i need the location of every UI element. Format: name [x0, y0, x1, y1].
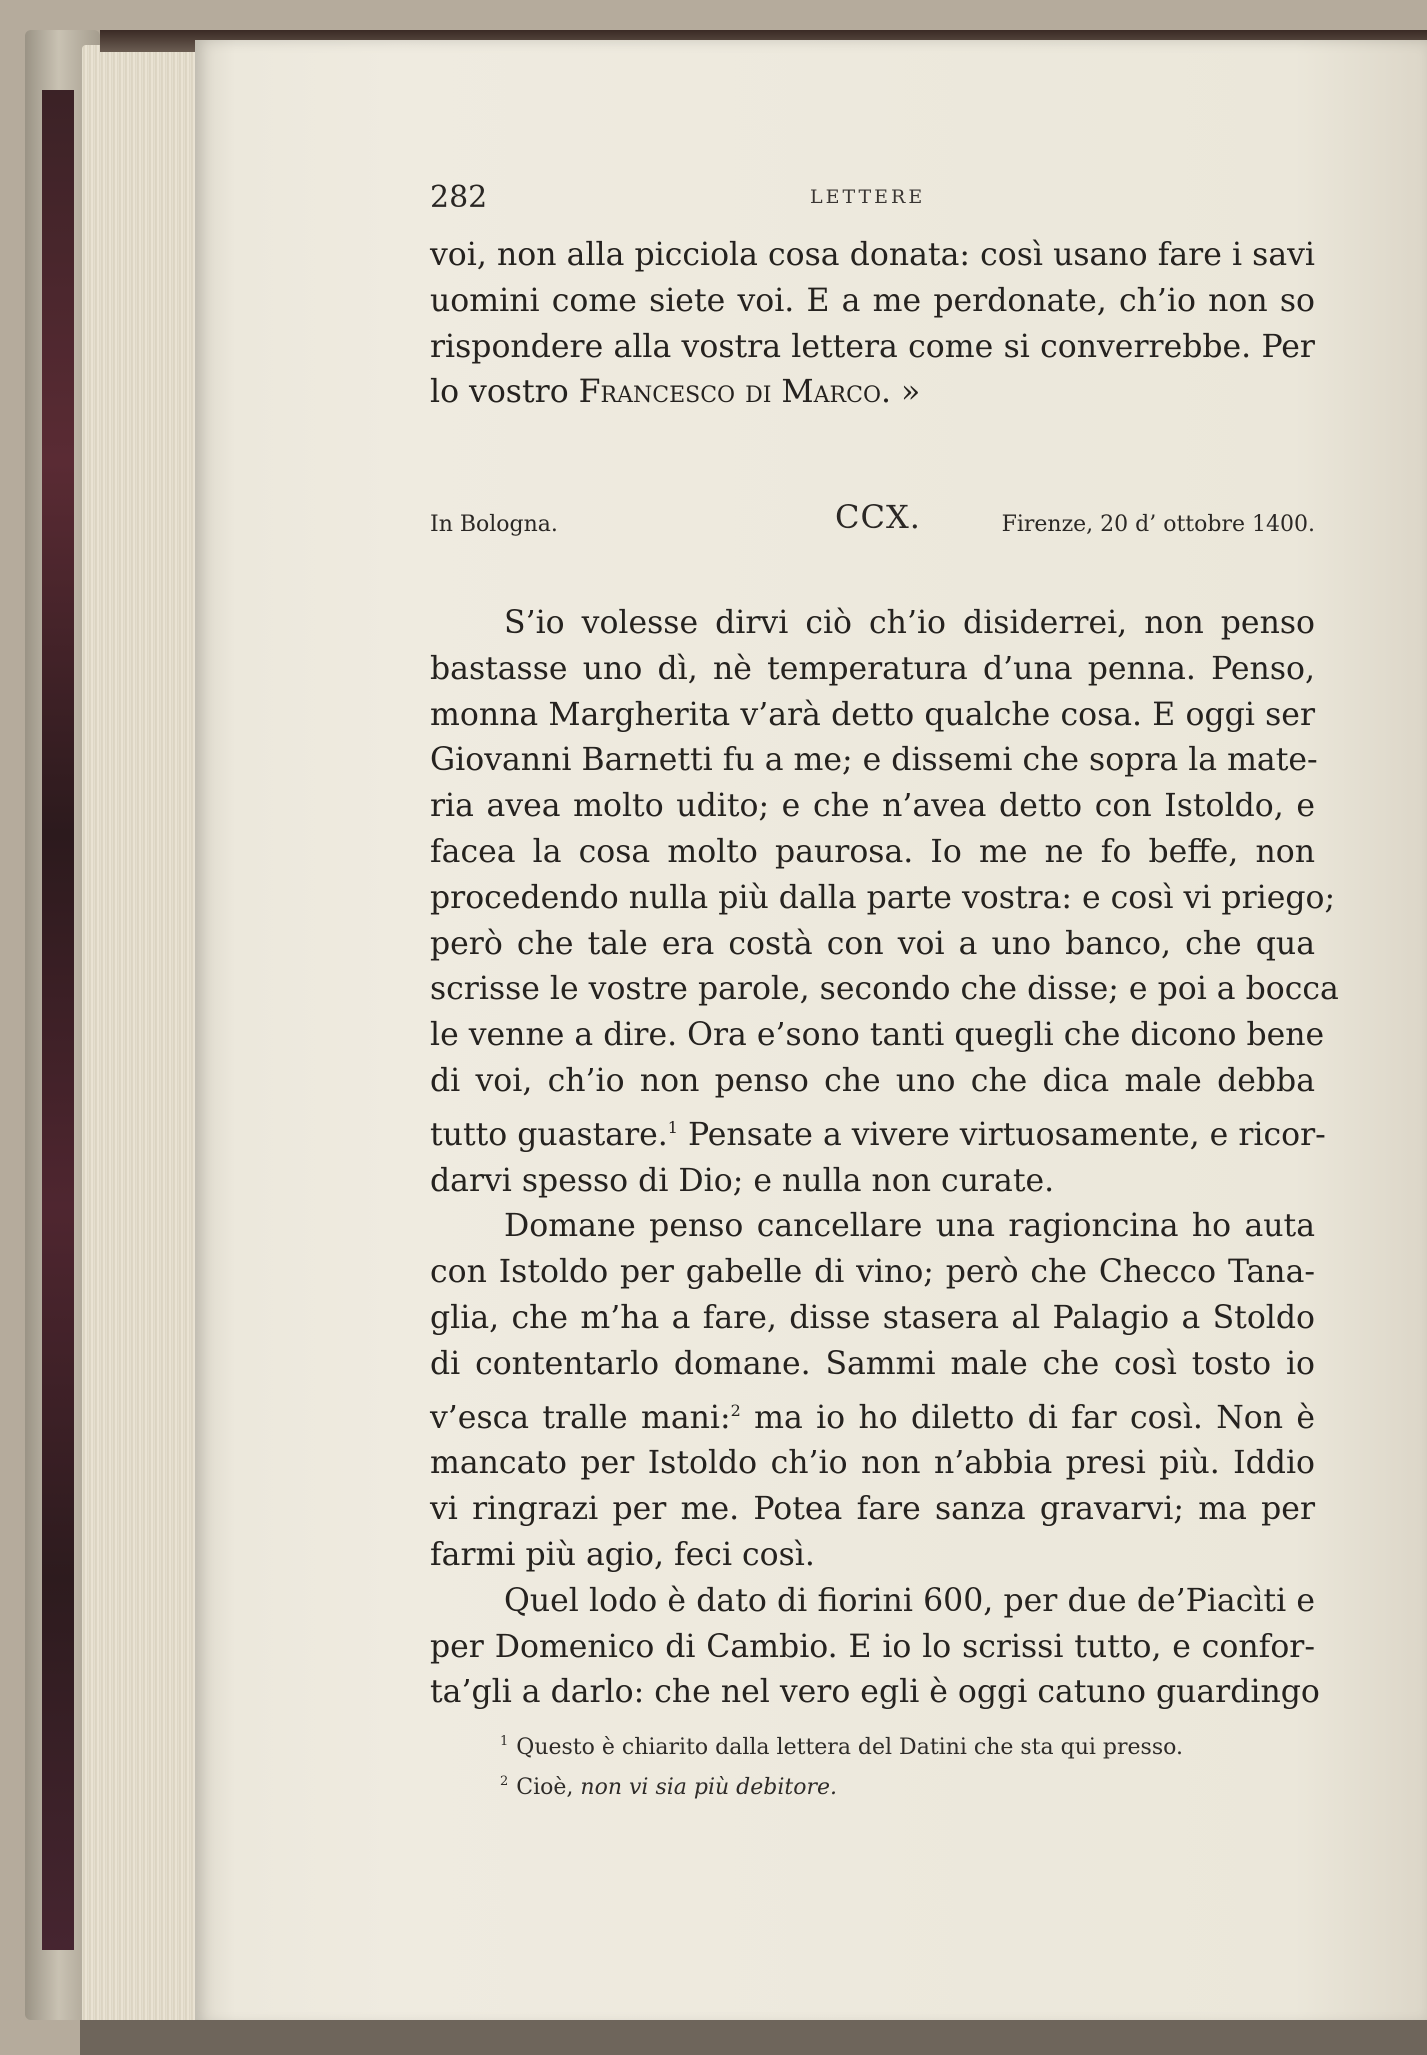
footnote-mark: 1: [500, 1734, 509, 1749]
text-line: voi, non alla picciola cosa donata: così usano fare i savi: [430, 237, 1315, 273]
page-edges: [82, 45, 202, 2025]
text-line: S’io volesse dirvi ciò ch’io disiderrei, non penso: [504, 605, 1315, 641]
letter-date: Firenze, 20 d’ ottobre 1400.: [1001, 512, 1315, 537]
text-line: uomini come siete voi. E a me perdonate, ch’io non so: [430, 282, 1315, 319]
text-line: [430, 1388, 1315, 1442]
text-line: Domane penso cancellare una ragioncina ho auta: [504, 1208, 1315, 1245]
text-line: bastasse uno dì, nè temperatura d’una penna. Penso,: [430, 650, 1315, 687]
signature-line: [430, 370, 1315, 416]
text-line: però che tale era costà con voi a uno banco, che qua: [430, 925, 1315, 962]
text-segment: Pensate a vivere virtuosamente, e ricor-: [677, 1116, 1326, 1153]
footnote-text: Questo è chiarito dalla lettera del Datini che sta qui presso.: [516, 1735, 1183, 1760]
letter-destination: In Bologna.: [430, 512, 558, 537]
book-binding: [42, 90, 74, 1950]
text-line: monna Margherita v’arà detto qualche cosa. E oggi ser: [430, 696, 1315, 733]
footnote: [500, 1725, 1300, 1765]
text-segment: ma io ho diletto di far così. Non è: [740, 1399, 1315, 1436]
footnote: [500, 1765, 1300, 1805]
text-line: ria avea molto udito; e che n’avea detto con Istoldo, e: [430, 788, 1315, 825]
footnotes: [500, 1725, 1300, 1805]
text-line: facea la cosa molto paurosa. Io me ne fo beffe, non: [430, 833, 1315, 870]
footnote-text: Cioè,: [516, 1775, 581, 1800]
text-line: rispondere alla vostra lettera come si converrebbe. Per: [430, 328, 1315, 365]
footnote-ref: 1: [667, 1117, 678, 1137]
bottom-edge-shadow: [80, 2020, 1427, 2055]
text-line: farmi più agio, feci così.: [430, 1536, 815, 1573]
signature-suffix: . »: [881, 374, 921, 411]
text-line: mancato per Istoldo ch’io non n’abbia presi più. Iddio: [430, 1445, 1315, 1482]
footnote-ref: 2: [730, 1400, 741, 1420]
text-segment: v’esca tralle mani:: [430, 1399, 731, 1436]
text-segment: tutto guastare.: [430, 1116, 668, 1153]
text-line: di voi, ch’io non penso che uno che dica male debba: [430, 1062, 1315, 1099]
text-line: darvi spesso di Dio; e nulla non curate.: [430, 1162, 1055, 1199]
footnote-text-italic: non vi sia più debitore.: [580, 1775, 837, 1800]
running-head: LETTERE: [810, 186, 926, 208]
text-line: Quel lodo è dato di fiorini 600, per due de’Piacìti e: [504, 1582, 1315, 1619]
previous-letter-ending: [430, 233, 1315, 416]
footnote-mark: 2: [500, 1774, 509, 1789]
text-line: di contentarlo domane. Sammi male che così tosto io: [430, 1345, 1315, 1382]
signature-prefix: lo vostro: [430, 374, 579, 411]
letter-body: [430, 601, 1339, 1716]
text-line: con Istoldo per gabelle di vino; però che Checco Tana-: [430, 1254, 1315, 1291]
text-line: ta’gli a darlo: che nel vero egli è oggi catuno guardingo: [430, 1674, 1320, 1711]
text-line: procedendo nulla più dalla parte vostra: e così vi priego;: [430, 879, 1336, 916]
text-line: Giovanni Barnetti fu a me; e dissemi che sopra la mate-: [430, 742, 1318, 779]
signature-name: Francesco di Marco: [578, 374, 881, 411]
page-number: 282: [430, 180, 488, 215]
text-line: le venne a dire. Ora e’sono tanti quegli che dicono bene: [430, 1017, 1325, 1054]
text-line: [430, 1105, 1326, 1159]
letter-numeral: CCX.: [835, 498, 921, 536]
text-line: scrisse le vostre parole, secondo che disse; e poi a bocca: [430, 971, 1339, 1008]
text-line: vi ringrazi per me. Potea fare sanza gravarvi; ma per: [430, 1491, 1315, 1528]
text-line: per Domenico di Cambio. E io lo scrissi tutto, e confor-: [430, 1628, 1315, 1665]
letter-header: [430, 498, 1315, 548]
text-line: glia, che m’ha a fare, disse stasera al Palagio a Stoldo: [430, 1299, 1315, 1336]
page-header: [430, 180, 1310, 220]
